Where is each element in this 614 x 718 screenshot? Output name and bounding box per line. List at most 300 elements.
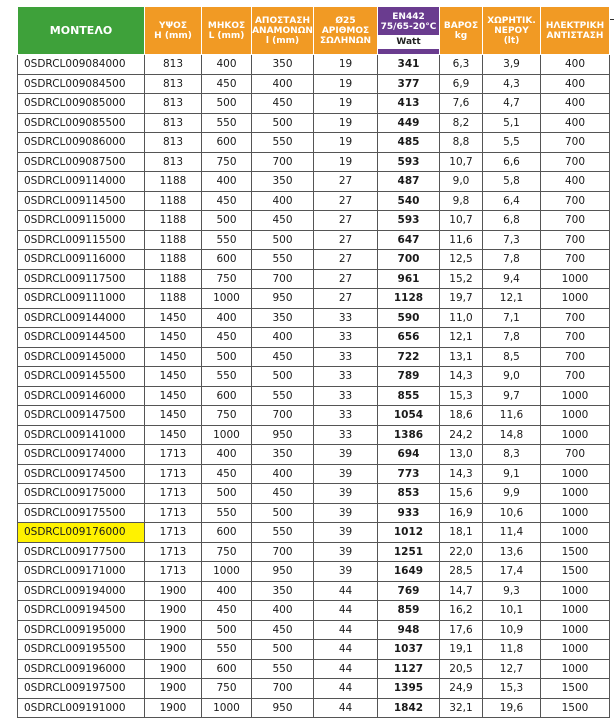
cell-capacity: 4,7 <box>483 94 541 114</box>
cell-height: 1450 <box>145 308 202 328</box>
cell-weight: 13,1 <box>440 347 483 367</box>
cell-weight: 19,7 <box>440 289 483 309</box>
cell-height: 1900 <box>145 679 202 699</box>
cell-length: 550 <box>202 113 252 133</box>
cell-tubes: 27 <box>314 250 378 270</box>
cell-distance: 500 <box>252 367 314 387</box>
cell-capacity: 11,4 <box>483 523 541 543</box>
cell-length: 400 <box>202 308 252 328</box>
cell-resistance: 1000 <box>541 640 610 660</box>
cell-resistance: 400 <box>541 172 610 192</box>
cell-watt: 540 <box>378 191 440 211</box>
cell-length: 750 <box>202 406 252 426</box>
table-row <box>18 562 610 582</box>
cell-distance: 450 <box>252 620 314 640</box>
cell-length: 750 <box>202 542 252 562</box>
cell-distance: 950 <box>252 698 314 718</box>
cell-resistance: 700 <box>541 191 610 211</box>
cell-resistance: 400 <box>541 113 610 133</box>
cell-weight: 7,6 <box>440 94 483 114</box>
cell-watt: 647 <box>378 230 440 250</box>
cell-tubes: 44 <box>314 698 378 718</box>
cell-length: 750 <box>202 269 252 289</box>
cell-watt: 593 <box>378 211 440 231</box>
cell-length: 500 <box>202 211 252 231</box>
cell-model: 0SDRCL009085500 <box>18 113 145 133</box>
cell-watt: 1037 <box>378 640 440 660</box>
cell-model: 0SDRCL009115000 <box>18 211 145 231</box>
cell-capacity: 9,0 <box>483 367 541 387</box>
cell-watt: 449 <box>378 113 440 133</box>
cell-resistance: 1000 <box>541 289 610 309</box>
cell-model: 0SDRCL009194000 <box>18 581 145 601</box>
cell-watt: 700 <box>378 250 440 270</box>
cell-resistance: 1000 <box>541 406 610 426</box>
cell-weight: 18,6 <box>440 406 483 426</box>
cell-distance: 700 <box>252 269 314 289</box>
cell-distance: 550 <box>252 659 314 679</box>
cell-tubes: 39 <box>314 542 378 562</box>
cell-length: 750 <box>202 152 252 172</box>
cell-model: 0SDRCL009087500 <box>18 152 145 172</box>
cell-capacity: 12,1 <box>483 289 541 309</box>
cell-height: 813 <box>145 152 202 172</box>
cell-weight: 15,2 <box>440 269 483 289</box>
cell-length: 750 <box>202 679 252 699</box>
cell-height: 1450 <box>145 425 202 445</box>
cell-tubes: 33 <box>314 386 378 406</box>
cell-watt: 773 <box>378 464 440 484</box>
cell-capacity: 15,3 <box>483 679 541 699</box>
cell-weight: 8,8 <box>440 133 483 153</box>
cell-height: 813 <box>145 55 202 75</box>
table-row <box>18 679 610 699</box>
cell-distance: 450 <box>252 94 314 114</box>
cell-distance: 350 <box>252 172 314 192</box>
cell-model: 0SDRCL009111000 <box>18 289 145 309</box>
cell-capacity: 6,4 <box>483 191 541 211</box>
cell-weight: 20,5 <box>440 659 483 679</box>
header-distance: ΑΠΟΣΤΑΣΗ ΑΝΑΜΟΝΩΝ l (mm) <box>252 7 314 55</box>
cell-tubes: 27 <box>314 172 378 192</box>
cell-resistance: 400 <box>541 74 610 94</box>
cell-resistance: 1000 <box>541 581 610 601</box>
cell-height: 1713 <box>145 464 202 484</box>
cell-capacity: 7,1 <box>483 308 541 328</box>
cell-watt: 413 <box>378 94 440 114</box>
cell-resistance: 1000 <box>541 620 610 640</box>
table-row <box>18 464 610 484</box>
cell-capacity: 12,7 <box>483 659 541 679</box>
cell-watt: 948 <box>378 620 440 640</box>
table-row <box>18 289 610 309</box>
cell-length: 500 <box>202 484 252 504</box>
cell-capacity: 19,6 <box>483 698 541 718</box>
cell-weight: 22,0 <box>440 542 483 562</box>
cell-tubes: 19 <box>314 152 378 172</box>
table-row <box>18 172 610 192</box>
cell-distance: 350 <box>252 445 314 465</box>
cell-weight: 17,6 <box>440 620 483 640</box>
cell-length: 600 <box>202 386 252 406</box>
cell-distance: 550 <box>252 133 314 153</box>
cell-watt: 1012 <box>378 523 440 543</box>
cell-capacity: 9,1 <box>483 464 541 484</box>
cell-capacity: 10,6 <box>483 503 541 523</box>
cell-tubes: 19 <box>314 74 378 94</box>
cell-length: 600 <box>202 523 252 543</box>
cell-model: 0SDRCL009145000 <box>18 347 145 367</box>
cell-distance: 400 <box>252 191 314 211</box>
cell-model: 0SDRCL009115500 <box>18 230 145 250</box>
cell-distance: 700 <box>252 679 314 699</box>
cell-length: 1000 <box>202 289 252 309</box>
table-row <box>18 367 610 387</box>
cell-model: 0SDRCL009114500 <box>18 191 145 211</box>
cell-watt: 341 <box>378 55 440 75</box>
cell-model: 0SDRCL009144500 <box>18 328 145 348</box>
cell-watt: 933 <box>378 503 440 523</box>
cell-height: 1713 <box>145 542 202 562</box>
cell-distance: 950 <box>252 562 314 582</box>
table-row <box>18 94 610 114</box>
cell-model: 0SDRCL009145500 <box>18 367 145 387</box>
cell-tubes: 27 <box>314 211 378 231</box>
table-row <box>18 74 610 94</box>
cell-watt: 853 <box>378 484 440 504</box>
cell-weight: 16,2 <box>440 601 483 621</box>
cell-weight: 16,9 <box>440 503 483 523</box>
cell-capacity: 14,8 <box>483 425 541 445</box>
cell-height: 1713 <box>145 445 202 465</box>
cell-capacity: 5,5 <box>483 133 541 153</box>
cell-watt: 377 <box>378 74 440 94</box>
cell-height: 1188 <box>145 289 202 309</box>
cell-resistance: 700 <box>541 211 610 231</box>
cell-capacity: 9,4 <box>483 269 541 289</box>
table-row <box>18 620 610 640</box>
cell-weight: 6,3 <box>440 55 483 75</box>
cell-model: 0SDRCL009197500 <box>18 679 145 699</box>
table-row <box>18 55 610 75</box>
cell-distance: 450 <box>252 211 314 231</box>
header-tubes: Ø25 ΑΡΙΘΜΟΣ ΣΩΛΗΝΩΝ <box>314 7 378 55</box>
cell-capacity: 5,8 <box>483 172 541 192</box>
table-body <box>18 55 610 718</box>
cell-distance: 350 <box>252 55 314 75</box>
cell-tubes: 44 <box>314 659 378 679</box>
cell-tubes: 33 <box>314 347 378 367</box>
table-row <box>18 425 610 445</box>
cell-height: 1188 <box>145 250 202 270</box>
cell-weight: 18,1 <box>440 523 483 543</box>
cell-watt: 590 <box>378 308 440 328</box>
cell-capacity: 4,3 <box>483 74 541 94</box>
cell-weight: 24,2 <box>440 425 483 445</box>
cell-tubes: 44 <box>314 620 378 640</box>
cell-length: 550 <box>202 640 252 660</box>
cell-length: 450 <box>202 601 252 621</box>
cell-height: 1188 <box>145 269 202 289</box>
cell-resistance: 700 <box>541 328 610 348</box>
cell-height: 1188 <box>145 211 202 231</box>
table-row <box>18 269 610 289</box>
table-row <box>18 152 610 172</box>
cell-resistance: 700 <box>541 367 610 387</box>
cell-model: 0SDRCL009195500 <box>18 640 145 660</box>
cell-height: 813 <box>145 74 202 94</box>
cell-watt: 1395 <box>378 679 440 699</box>
cell-tubes: 39 <box>314 562 378 582</box>
cell-distance: 500 <box>252 113 314 133</box>
cell-distance: 950 <box>252 425 314 445</box>
cell-tubes: 27 <box>314 289 378 309</box>
cell-model: 0SDRCL009175500 <box>18 503 145 523</box>
cell-distance: 500 <box>252 230 314 250</box>
cell-capacity: 9,3 <box>483 581 541 601</box>
cell-model: 0SDRCL009114000 <box>18 172 145 192</box>
table-row <box>18 211 610 231</box>
cell-model: 0SDRCL009146000 <box>18 386 145 406</box>
table-row <box>18 250 610 270</box>
cell-resistance: 700 <box>541 250 610 270</box>
cell-length: 500 <box>202 347 252 367</box>
table-row <box>18 581 610 601</box>
cell-capacity: 10,9 <box>483 620 541 640</box>
cell-model: 0SDRCL009141000 <box>18 425 145 445</box>
header-length: ΜΗΚΟΣ L (mm) <box>202 7 252 55</box>
cell-resistance: 700 <box>541 230 610 250</box>
cell-length: 500 <box>202 94 252 114</box>
cell-capacity: 7,8 <box>483 250 541 270</box>
table-row <box>18 601 610 621</box>
cell-watt: 855 <box>378 386 440 406</box>
cell-watt: 656 <box>378 328 440 348</box>
cell-distance: 350 <box>252 308 314 328</box>
cell-height: 1450 <box>145 328 202 348</box>
cell-length: 550 <box>202 367 252 387</box>
cell-model: 0SDRCL009084500 <box>18 74 145 94</box>
cell-capacity: 11,6 <box>483 406 541 426</box>
table-row <box>18 347 610 367</box>
cell-weight: 24,9 <box>440 679 483 699</box>
cell-resistance: 700 <box>541 133 610 153</box>
cell-capacity: 7,8 <box>483 328 541 348</box>
cell-distance: 400 <box>252 74 314 94</box>
cell-weight: 9,0 <box>440 172 483 192</box>
cell-model: 0SDRCL009144000 <box>18 308 145 328</box>
cell-length: 600 <box>202 133 252 153</box>
cell-tubes: 27 <box>314 191 378 211</box>
cell-resistance: 700 <box>541 347 610 367</box>
cell-height: 1900 <box>145 640 202 660</box>
cell-length: 1000 <box>202 562 252 582</box>
cell-length: 400 <box>202 581 252 601</box>
cell-tubes: 33 <box>314 328 378 348</box>
header-resistance: ΗΛΕΚΤΡΙΚΗ ΑΝΤΙΣΤΑΣΗ <box>541 7 610 55</box>
cell-weight: 11,6 <box>440 230 483 250</box>
cell-capacity: 5,1 <box>483 113 541 133</box>
cell-length: 400 <box>202 445 252 465</box>
table-row <box>18 386 610 406</box>
table-row <box>18 523 610 543</box>
cell-model: 0SDRCL009174000 <box>18 445 145 465</box>
cell-model: 0SDRCL009085000 <box>18 94 145 114</box>
cell-distance: 400 <box>252 464 314 484</box>
cell-model: 0SDRCL009086000 <box>18 133 145 153</box>
cell-capacity: 11,8 <box>483 640 541 660</box>
cell-resistance: 1000 <box>541 464 610 484</box>
table-row <box>18 230 610 250</box>
cell-tubes: 19 <box>314 113 378 133</box>
cell-height: 813 <box>145 133 202 153</box>
cell-height: 1900 <box>145 601 202 621</box>
cell-length: 400 <box>202 55 252 75</box>
cell-weight: 19,1 <box>440 640 483 660</box>
cell-resistance: 1500 <box>541 698 610 718</box>
cell-model: 0SDRCL009191000 <box>18 698 145 718</box>
cell-height: 1188 <box>145 230 202 250</box>
cell-distance: 500 <box>252 503 314 523</box>
cell-length: 550 <box>202 503 252 523</box>
cell-weight: 10,7 <box>440 211 483 231</box>
cell-weight: 15,6 <box>440 484 483 504</box>
cell-watt: 789 <box>378 367 440 387</box>
cell-model: 0SDRCL009147500 <box>18 406 145 426</box>
cell-height: 1900 <box>145 698 202 718</box>
cell-watt: 1649 <box>378 562 440 582</box>
header-row <box>18 7 610 55</box>
cell-weight: 15,3 <box>440 386 483 406</box>
cell-resistance: 1000 <box>541 484 610 504</box>
cell-model: 0SDRCL009176000 <box>18 523 145 543</box>
cell-tubes: 39 <box>314 464 378 484</box>
cell-watt: 1251 <box>378 542 440 562</box>
cell-length: 550 <box>202 230 252 250</box>
table-row <box>18 191 610 211</box>
cell-height: 1900 <box>145 659 202 679</box>
cell-watt: 1386 <box>378 425 440 445</box>
cell-length: 400 <box>202 172 252 192</box>
cell-length: 450 <box>202 74 252 94</box>
cell-weight: 11,0 <box>440 308 483 328</box>
cell-weight: 32,1 <box>440 698 483 718</box>
cell-watt: 487 <box>378 172 440 192</box>
cell-watt: 694 <box>378 445 440 465</box>
cell-resistance: 400 <box>541 55 610 75</box>
cell-weight: 12,1 <box>440 328 483 348</box>
table-row <box>18 503 610 523</box>
cell-watt: 961 <box>378 269 440 289</box>
cell-capacity: 8,3 <box>483 445 541 465</box>
cell-distance: 350 <box>252 581 314 601</box>
cell-length: 600 <box>202 659 252 679</box>
table-row <box>18 542 610 562</box>
cell-height: 1713 <box>145 484 202 504</box>
table-row <box>18 113 610 133</box>
cell-height: 1450 <box>145 386 202 406</box>
table-row <box>18 328 610 348</box>
cell-length: 450 <box>202 328 252 348</box>
cell-watt: 1054 <box>378 406 440 426</box>
cell-model: 0SDRCL009116000 <box>18 250 145 270</box>
cell-height: 1900 <box>145 581 202 601</box>
cell-model: 0SDRCL009171000 <box>18 562 145 582</box>
cell-watt: 485 <box>378 133 440 153</box>
cell-weight: 14,3 <box>440 464 483 484</box>
table-row <box>18 640 610 660</box>
cell-distance: 550 <box>252 386 314 406</box>
cell-capacity: 6,6 <box>483 152 541 172</box>
cell-model: 0SDRCL009084000 <box>18 55 145 75</box>
cell-resistance: 1000 <box>541 425 610 445</box>
cell-distance: 450 <box>252 347 314 367</box>
cell-capacity: 6,8 <box>483 211 541 231</box>
table-row <box>18 308 610 328</box>
table-row <box>18 406 610 426</box>
cell-distance: 700 <box>252 542 314 562</box>
cell-model: 0SDRCL009117500 <box>18 269 145 289</box>
cell-height: 1188 <box>145 191 202 211</box>
table-row <box>18 698 610 718</box>
header-capacity: ΧΩΡΗΤΙΚ. ΝΕΡΟΥ (lt) <box>483 7 541 55</box>
cell-distance: 400 <box>252 328 314 348</box>
cell-model: 0SDRCL009175000 <box>18 484 145 504</box>
cell-weight: 6,9 <box>440 74 483 94</box>
cell-tubes: 19 <box>314 94 378 114</box>
cell-weight: 14,3 <box>440 367 483 387</box>
cell-tubes: 33 <box>314 425 378 445</box>
cell-distance: 550 <box>252 523 314 543</box>
cell-distance: 500 <box>252 640 314 660</box>
cell-capacity: 13,6 <box>483 542 541 562</box>
cell-tubes: 27 <box>314 269 378 289</box>
cell-model: 0SDRCL009177500 <box>18 542 145 562</box>
cell-height: 1450 <box>145 347 202 367</box>
cell-height: 1900 <box>145 620 202 640</box>
cell-tubes: 44 <box>314 601 378 621</box>
cell-watt: 1128 <box>378 289 440 309</box>
table-row <box>18 133 610 153</box>
cell-watt: 593 <box>378 152 440 172</box>
cell-tubes: 19 <box>314 133 378 153</box>
cell-distance: 400 <box>252 601 314 621</box>
cell-tubes: 44 <box>314 640 378 660</box>
header-weight: ΒΑΡΟΣ kg <box>440 7 483 55</box>
cell-tubes: 39 <box>314 445 378 465</box>
cell-weight: 14,7 <box>440 581 483 601</box>
cell-resistance: 1000 <box>541 601 610 621</box>
table-row <box>18 659 610 679</box>
cell-tubes: 33 <box>314 367 378 387</box>
cell-weight: 10,7 <box>440 152 483 172</box>
cell-watt: 859 <box>378 601 440 621</box>
cell-resistance: 1000 <box>541 523 610 543</box>
cell-capacity: 9,7 <box>483 386 541 406</box>
header-model: ΜΟΝΤΕΛΟ <box>18 7 145 55</box>
cell-height: 1188 <box>145 172 202 192</box>
cell-capacity: 7,3 <box>483 230 541 250</box>
cell-height: 1713 <box>145 503 202 523</box>
cell-height: 1450 <box>145 367 202 387</box>
cell-weight: 28,5 <box>440 562 483 582</box>
header-height: ΥΨΟΣ H (mm) <box>145 7 202 55</box>
cell-tubes: 44 <box>314 679 378 699</box>
cell-weight: 9,8 <box>440 191 483 211</box>
cell-tubes: 39 <box>314 503 378 523</box>
cell-distance: 450 <box>252 484 314 504</box>
cell-resistance: 1500 <box>541 562 610 582</box>
